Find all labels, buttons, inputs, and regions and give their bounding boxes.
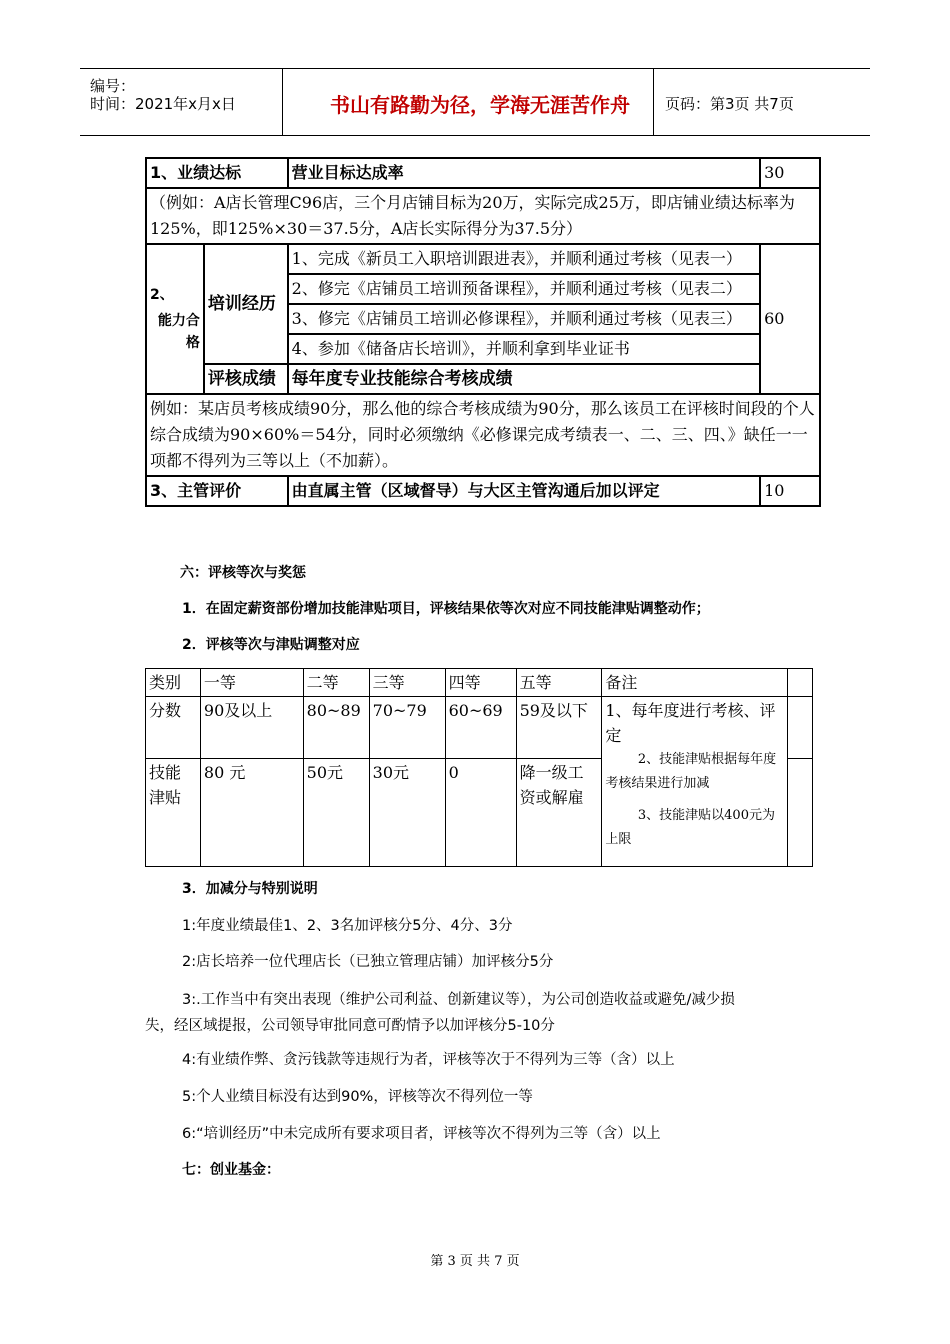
section6-item1: 1．在固定薪资部份增加技能津贴项目，评核结果依等次对应不同技能津贴调整动作； (182, 601, 710, 617)
rule-item: 6:“培训经历”中未完成所有要求项目者，评核等次不得列为三等（含）以上 (182, 1126, 661, 1142)
header-divider (653, 69, 654, 135)
rule-item: 失，经区域提报，公司领导审批同意可酌情予以加评核分5-10分 (145, 1018, 555, 1034)
section6-title: 六：评核等次与奖惩 (180, 565, 306, 581)
criteria-ability-number: 2、 (150, 287, 174, 303)
table-cell: 0 (445, 759, 516, 867)
criteria-performance-score: 30 (760, 158, 820, 188)
table-row (146, 697, 813, 759)
training-label: 培训经历 (204, 244, 288, 364)
header-motto: 书山有路勤为径，学海无涯苦作舟 (330, 93, 630, 117)
criteria-supervisor-desc: 由直属主管（区域督导）与大区主管沟通后加以评定 (288, 476, 760, 506)
notes-cell (602, 697, 788, 867)
training-item: 4、参加《储备店长培训》，并顺利拿到毕业证书 (288, 334, 760, 364)
rule-item: 4:有业绩作弊、贪污钱款等违规行为者，评核等次于不得列为三等（含）以上 (182, 1052, 675, 1068)
example-performance: （例如：A店长管理C96店，三个月店铺目标为20万，实际完成25万，即店铺业绩达标率为125%，即125%×30＝37.5分，A店长实际得分为37.5分） (146, 188, 820, 244)
table-cell: 59及以下 (516, 697, 602, 759)
table-row (146, 476, 820, 506)
table-row (146, 158, 820, 188)
header-cell: 备注 (602, 669, 788, 697)
section6-item2: 2．评核等次与津贴调整对应 (182, 637, 360, 653)
evaluation-criteria-table (145, 157, 821, 507)
header-cell: 类别 (146, 669, 201, 697)
table-cell: 60~69 (445, 697, 516, 759)
header-cell: 三等 (369, 669, 445, 697)
table-cell: 降一级工资或解雇 (516, 759, 602, 867)
criteria-supervisor: 3、主管评价 (146, 476, 288, 506)
number-label: 编号： (90, 77, 136, 95)
page-number-label: 页码：第3页 共7页 (665, 95, 794, 113)
note-item: 2、技能津贴根据每年度考核结果进行加减 (605, 752, 777, 791)
table-cell: 80~89 (303, 697, 369, 759)
header-divider (282, 69, 283, 135)
rule-item: 5:个人业绩目标没有达到90%，评核等次不得列位一等 (182, 1089, 533, 1105)
page-header (80, 68, 870, 136)
table-row (146, 188, 820, 244)
rule-item: 3:.工作当中有突出表现（维护公司利益、创新建议等），为公司创造收益或避免/减少损 (182, 992, 735, 1008)
rule-item: 1:年度业绩最佳1、2、3名加评核分5分、4分、3分 (182, 918, 513, 934)
note-item: 1、每年度进行考核、评定 (605, 701, 776, 745)
table-cell: 分数 (146, 697, 201, 759)
header-cell: 四等 (445, 669, 516, 697)
table-cell: 90及以上 (200, 697, 303, 759)
empty-cell (788, 759, 813, 867)
criteria-performance: 1、业绩达标 (146, 158, 288, 188)
criteria-ability-score: 60 (760, 244, 820, 394)
criteria-performance-desc: 营业目标达成率 (288, 158, 760, 188)
criteria-ability (146, 244, 204, 394)
header-cell: 五等 (516, 669, 602, 697)
table-header-row (146, 669, 813, 697)
rule-item: 2:店长培养一位代理店长（已独立管理店铺）加评核分5分 (182, 954, 554, 970)
empty-cell (788, 669, 813, 697)
table-row (146, 364, 820, 394)
table-cell: 80 元 (200, 759, 303, 867)
table-cell: 30元 (369, 759, 445, 867)
empty-cell (788, 697, 813, 759)
header-cell: 一等 (200, 669, 303, 697)
criteria-ability-label: 能力合格 (157, 313, 200, 351)
criteria-supervisor-score: 10 (760, 476, 820, 506)
eval-label: 评核成绩 (204, 364, 288, 394)
eval-text: 每年度专业技能综合考核成绩 (288, 364, 760, 394)
header-cell: 二等 (303, 669, 369, 697)
training-item: 1、完成《新员工入职培训跟进表》，并顺利通过考核（见表一） (288, 244, 760, 274)
section7-title: 七：创业基金： (182, 1162, 280, 1178)
training-item: 3、修完《店铺员工培训必修课程》，并顺利通过考核（见表三） (288, 304, 760, 334)
time-label: 时间：2021年x月x日 (90, 95, 236, 113)
table-cell: 70~79 (369, 697, 445, 759)
example-ability: 例如：某店员考核成绩90分，那么他的综合考核成绩为90分，那么该员工在评核时间段的个人综合成绩为90×60%＝54分，同时必须缴纳《必修课完成考绩表一、二、三、四、》缺任一一项都不得列为三等以上（不加薪）。 (146, 394, 820, 476)
table-cell: 50元 (303, 759, 369, 867)
grade-allowance-table (145, 668, 813, 867)
note-item: 3、技能津贴以400元为上限 (605, 808, 775, 847)
table-cell: 技能津贴 (146, 759, 201, 867)
page-footer: 第 3 页 共 7 页 (430, 1254, 520, 1269)
table-row (146, 244, 820, 274)
section3-title: 3．加减分与特别说明 (182, 881, 318, 897)
training-item: 2、修完《店铺员工培训预备课程》，并顺利通过考核（见表二） (288, 274, 760, 304)
table-row (146, 394, 820, 476)
